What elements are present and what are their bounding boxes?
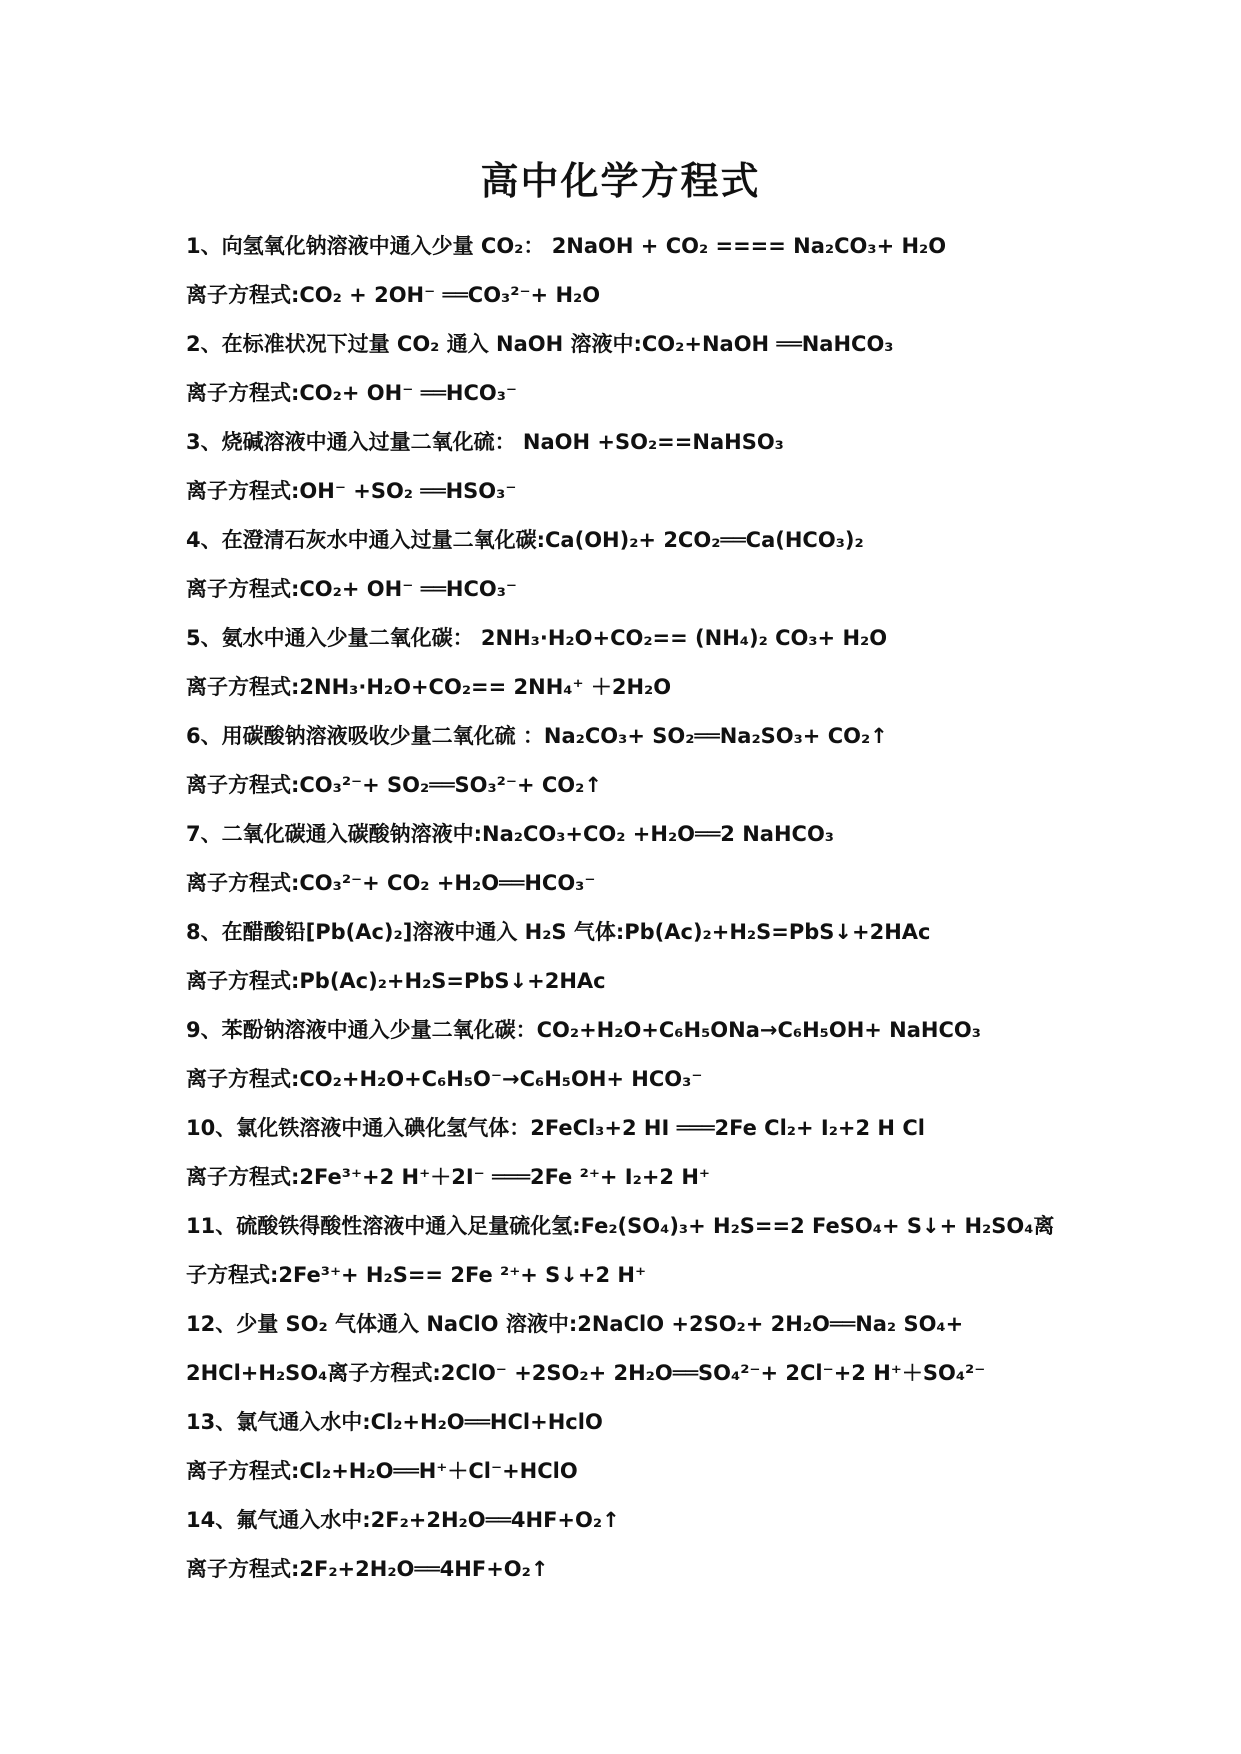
equation-line-10: 10、氯化铁溶液中通入碘化氢气体：2FeCl₃+2 HI ═══2Fe Cl₂+ I₂+2 H Cl [186, 1116, 925, 1140]
ionic-equation-line-4: 离子方程式:CO₂+ OH⁻ ══HCO₃⁻ [186, 577, 517, 601]
equation-line-12-continued: 2HCl+H₂SO₄离子方程式:2ClO⁻ +2SO₂+ 2H₂O══SO₄²⁻+ 2Cl⁻+2 H⁺＋SO₄²⁻ [186, 1361, 986, 1385]
equation-line-12: 12、少量 SO₂ 气体通入 NaClO 溶液中:2NaClO +2SO₂+ 2H₂O══Na₂ SO₄+ [186, 1312, 964, 1336]
ionic-equation-line-9: 离子方程式:CO₂+H₂O+C₆H₅O⁻→C₆H₅OH+ HCO₃⁻ [186, 1067, 703, 1091]
ionic-equation-line-6: 离子方程式:CO₃²⁻+ SO₂══SO₃²⁻+ CO₂↑ [186, 773, 602, 797]
ionic-equation-line-10: 离子方程式:2Fe³⁺+2 H⁺＋2I⁻ ═══2Fe ²⁺+ I₂+2 H⁺ [186, 1165, 710, 1189]
equation-line-5: 5、氨水中通入少量二氧化碳： 2NH₃·H₂O+CO₂== (NH₄)₂ CO₃+ H₂O [186, 626, 888, 650]
ionic-equation-line-1: 离子方程式:CO₂ + 2OH⁻ ══CO₃²⁻+ H₂O [186, 283, 601, 307]
ionic-equation-line-13: 离子方程式:Cl₂+H₂O══H⁺＋Cl⁻+HClO [186, 1459, 578, 1483]
ionic-equation-line-7: 离子方程式:CO₃²⁻+ CO₂ +H₂O══HCO₃⁻ [186, 871, 596, 895]
equation-line-7: 7、二氧化碳通入碳酸钠溶液中:Na₂CO₃+CO₂ +H₂O══2 NaHCO₃ [186, 822, 834, 846]
ionic-equation-line-14: 离子方程式:2F₂+2H₂O══4HF+O₂↑ [186, 1557, 549, 1581]
ionic-equation-line-3: 离子方程式:OH⁻ +SO₂ ══HSO₃⁻ [186, 479, 517, 503]
ionic-equation-line-5: 离子方程式:2NH₃·H₂O+CO₂== 2NH₄⁺ ＋2H₂O [186, 675, 672, 699]
equation-line-2: 2、在标准状况下过量 CO₂ 通入 NaOH 溶液中:CO₂+NaOH ══NaHCO₃ [186, 332, 894, 356]
equation-line-13: 13、氯气通入水中:Cl₂+H₂O══HCl+HclO [186, 1410, 603, 1434]
equation-line-11-continued: 子方程式:2Fe³⁺+ H₂S== 2Fe ²⁺+ S↓+2 H⁺ [186, 1263, 647, 1287]
equation-line-14: 14、氟气通入水中:2F₂+2H₂O══4HF+O₂↑ [186, 1508, 620, 1532]
equation-line-3: 3、烧碱溶液中通入过量二氧化硫： NaOH +SO₂==NaHSO₃ [186, 430, 784, 454]
equation-line-8: 8、在醋酸铅[Pb(Ac)₂]溶液中通入 H₂S 气体:Pb(Ac)₂+H₂S=PbS↓+2HAc [186, 920, 931, 944]
equation-line-4: 4、在澄清石灰水中通入过量二氧化碳:Ca(OH)₂+ 2CO₂══Ca(HCO₃)₂ [186, 528, 864, 552]
equation-line-1: 1、向氢氧化钠溶液中通入少量 CO₂： 2NaOH + CO₂ ==== Na₂CO₃+ H₂O [186, 234, 947, 258]
equation-line-9: 9、苯酚钠溶液中通入少量二氧化碳：CO₂+H₂O+C₆H₅ONa→C₆H₅OH+ NaHCO₃ [186, 1018, 981, 1042]
ionic-equation-line-2: 离子方程式:CO₂+ OH⁻ ══HCO₃⁻ [186, 381, 517, 405]
equation-list [186, 222, 1066, 1594]
document-title: 高中化学方程式 [480, 159, 761, 203]
equation-line-6: 6、用碳酸钠溶液吸收少量二氧化硫 ：Na₂CO₃+ SO₂══Na₂SO₃+ CO₂↑ [186, 724, 888, 748]
equation-line-11: 11、硫酸铁得酸性溶液中通入足量硫化氢:Fe₂(SO₄)₃+ H₂S==2 FeSO₄+ S↓+ H₂SO₄离 [186, 1214, 1055, 1238]
ionic-equation-line-8: 离子方程式:Pb(Ac)₂+H₂S=PbS↓+2HAc [186, 969, 606, 993]
